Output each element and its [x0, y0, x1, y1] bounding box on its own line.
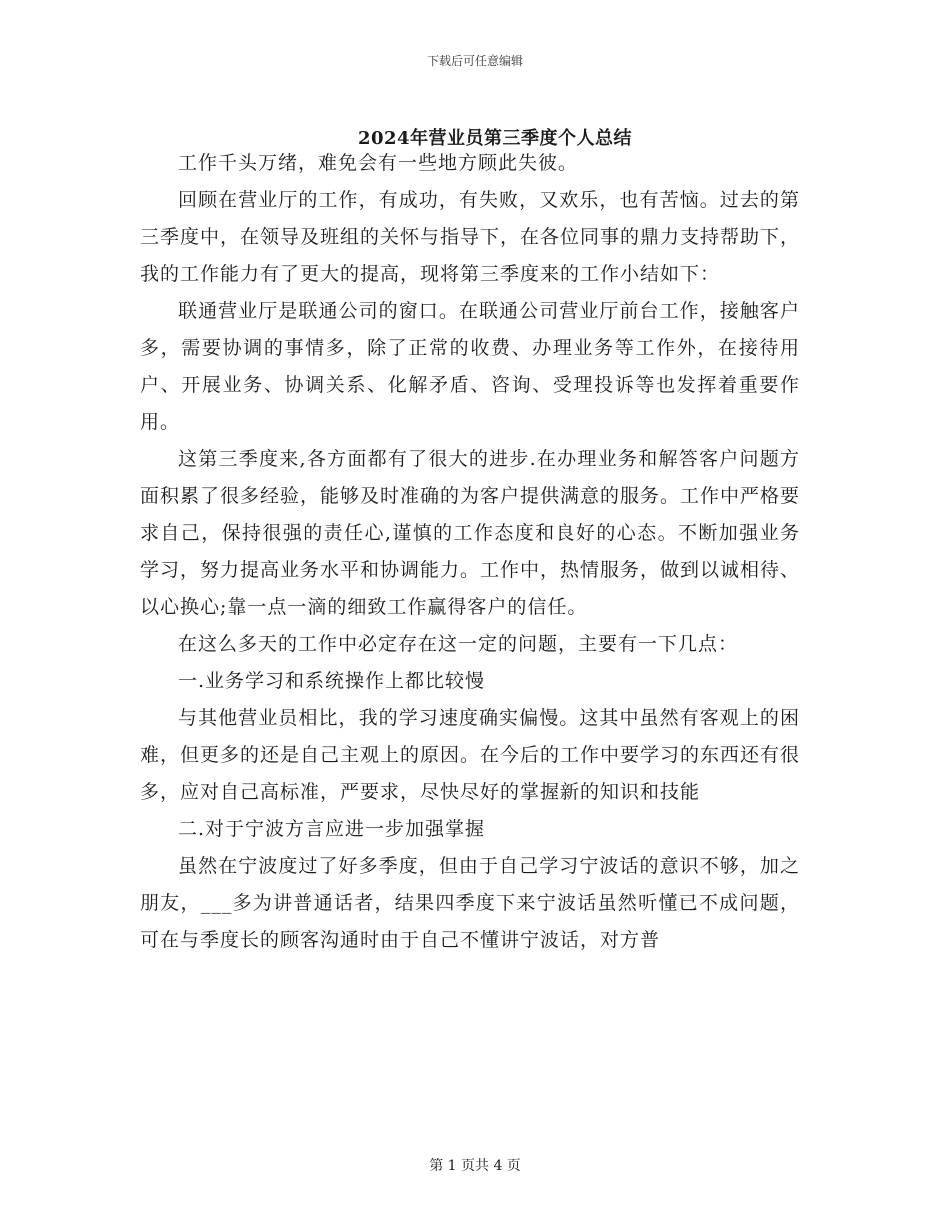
heading-problem-2: 二.对于宁波方言应进一步加强掌握: [178, 818, 486, 840]
paragraph-problem-1: 与其他营业员相比，我的学习速度确实偏慢。这其中虽然有客观上的困难，但更多的还是自己主观上的原因。在今后的工作中要学习的东西还有很多，应对自己高标准，严要求，尽快尽好的掌握新的知识和技能: [140, 707, 801, 803]
page-number: 第 1 页共 4 页: [429, 1158, 521, 1174]
paragraph-problem-2: 虽然在宁波度过了好多季度，但由于自己学习宁波话的意识不够，加之朋友，___多为讲普通话者，结果四季度下来宁波话虽然听懂已不成问题，可在与季度长的顾客沟通时由于自己不懂讲宁波话，对方普: [140, 855, 800, 951]
document-body: [140, 145, 800, 959]
paragraph-intro: 工作千头万绪，难免会有一些地方顾此失彼。: [178, 152, 579, 174]
paragraph-hall-role: 联通营业厅是联通公司的窗口。在联通公司营业厅前台工作，接触客户多，需要协调的事情多，除了正常的收费、办理业务等工作外，在接待用户、开展业务、协调关系、化解矛盾、咨询、受理投诉等也发挥着重要作用。: [140, 300, 800, 433]
paragraph-problems-intro: 在这么多天的工作中必定存在这一定的问题，主要有一下几点：: [178, 633, 739, 655]
paragraph-progress: 这第三季度来,各方面都有了很大的进步.在办理业务和解答客户问题方面积累了很多经验，能够及时准确的为客户提供满意的服务。工作中严格要求自己，保持很强的责任心,谨慎的工作态度和良好的心态。不断加强业务学习，努力提高业务水平和协调能力。工作中，热情服务，做到以诚相待、以心换心;靠一点一滴的细致工作赢得客户的信任。: [140, 448, 801, 618]
page-header-note: 下载后可任意编辑: [426, 54, 523, 68]
document-title: 2024年营业员第三季度个人总结: [357, 128, 633, 150]
paragraph-review: 回顾在营业厅的工作，有成功，有失败，又欢乐，也有苦恼。过去的第三季度中，在领导及班组的关怀与指导下，在各位同事的鼎力支持帮助下，我的工作能力有了更大的提高，现将第三季度来的工作小结如下：: [140, 189, 801, 285]
heading-problem-1: 一.业务学习和系统操作上都比较慢: [178, 670, 486, 692]
